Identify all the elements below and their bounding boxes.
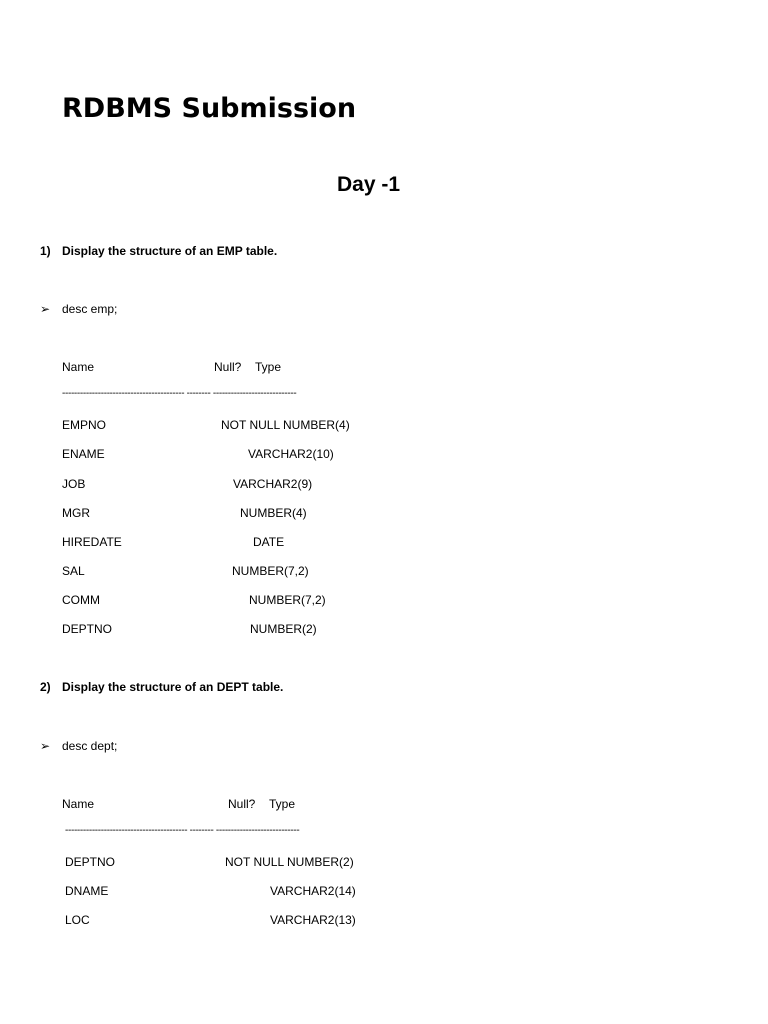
emp-row-name: MGR	[62, 506, 90, 520]
emp-header-null: Null?	[214, 360, 242, 374]
emp-row-value: NUMBER(4)	[240, 506, 307, 520]
emp-row-name: DEPTNO	[62, 622, 113, 636]
emp-row-name: SAL	[62, 564, 85, 578]
dept-row-name: DNAME	[65, 884, 109, 898]
emp-header-name: Name	[62, 360, 95, 374]
emp-row-name: HIREDATE	[62, 535, 122, 549]
emp-row-name: ENAME	[62, 447, 105, 461]
command-desc-emp: desc emp;	[62, 302, 118, 316]
dept-separator: ----------------------------------------- -------- ----------------------------	[65, 825, 300, 836]
document-title: RDBMS Submission	[62, 93, 357, 124]
emp-row-name: JOB	[62, 477, 86, 491]
emp-separator: ----------------------------------------- -------- ----------------------------	[62, 388, 297, 399]
dept-row-name: DEPTNO	[65, 855, 116, 869]
command-desc-dept: desc dept;	[62, 739, 118, 753]
emp-row-value: NUMBER(2)	[250, 622, 317, 636]
question-1-number: 1)	[40, 244, 51, 258]
dept-row-value: VARCHAR2(13)	[270, 913, 356, 927]
question-2-number: 2)	[40, 680, 51, 694]
question-1-text: Display the structure of an EMP table.	[62, 244, 278, 258]
dept-row-value: NOT NULL NUMBER(2)	[225, 855, 354, 869]
emp-row-value: VARCHAR2(10)	[248, 447, 334, 461]
emp-row-value: VARCHAR2(9)	[233, 477, 313, 491]
arrow-bullet-icon: ➢	[40, 302, 51, 316]
emp-row-value: NUMBER(7,2)	[249, 593, 326, 607]
dept-header-null: Null?	[228, 797, 256, 811]
emp-row-name: EMPNO	[62, 418, 107, 432]
emp-row-value: NOT NULL NUMBER(4)	[221, 418, 350, 432]
dept-row-name: LOC	[65, 913, 90, 927]
emp-row-value: NUMBER(7,2)	[232, 564, 309, 578]
dept-header-type: Type	[269, 797, 296, 811]
dept-row-value: VARCHAR2(14)	[270, 884, 356, 898]
emp-row-value: DATE	[253, 535, 285, 549]
arrow-bullet-icon: ➢	[40, 739, 51, 753]
question-2-text: Display the structure of an DEPT table.	[62, 680, 284, 694]
dept-header-name: Name	[62, 797, 95, 811]
emp-header-type: Type	[255, 360, 282, 374]
day-heading: Day -1	[337, 173, 401, 196]
emp-row-name: COMM	[62, 593, 100, 607]
